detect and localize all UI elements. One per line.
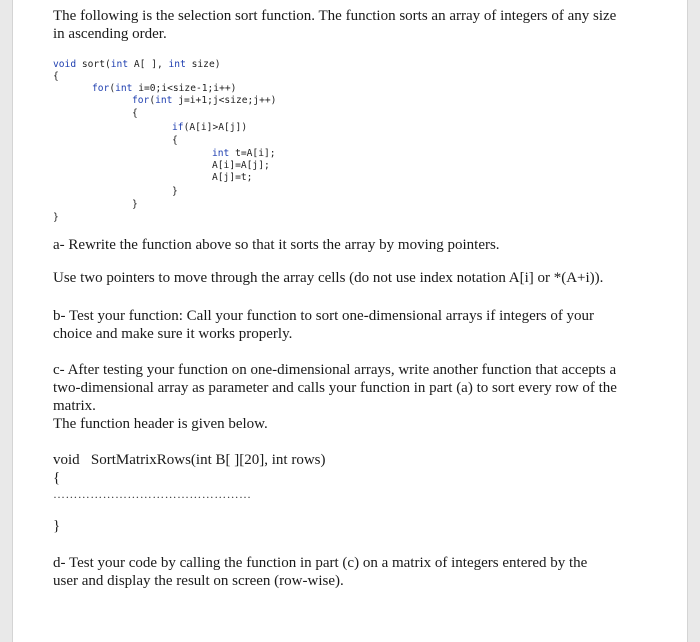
function-open-brace: { [53, 470, 61, 486]
code-close-brace-2: } [132, 199, 138, 210]
intro-line-1: The following is the selection sort function. The function sorts an array of integers of any size [53, 8, 617, 24]
part-c-line-3: matrix. [53, 398, 96, 414]
code-open-brace-1: { [53, 71, 59, 82]
function-close-brace: } [53, 518, 61, 534]
function-body-placeholder: ………………………………………… [53, 487, 252, 501]
code-inner-for: for(int j=i+1;j<size;j++) [132, 95, 277, 106]
code-open-brace-2: { [132, 108, 138, 119]
part-c-line-4: The function header is given below. [53, 416, 268, 432]
code-close-brace-1: } [53, 212, 59, 223]
part-c-line-1: c- After testing your function on one-dimensional arrays, write another function that accepts a [53, 362, 617, 378]
part-d-line-1: d- Test your code by calling the function in part (c) on a matrix of integers entered by the [53, 555, 588, 571]
part-a-line-1: a- Rewrite the function above so that it sorts the array by moving pointers. [53, 237, 500, 253]
code-signature: void sort(int A[ ], int size) [53, 59, 221, 70]
function-header: void SortMatrixRows(int B[ ][20], int rows) [53, 452, 326, 468]
part-d-line-2: user and display the result on screen (row-wise). [53, 573, 344, 589]
part-c-line-2: two-dimensional array as parameter and calls your function in part (a) to sort every row of the [53, 380, 617, 396]
code-swap-line-1: int t=A[i]; [212, 148, 276, 159]
intro-line-2: in ascending order. [53, 26, 167, 42]
code-swap-line-3: A[j]=t; [212, 172, 253, 183]
part-b-line-1: b- Test your function: Call your function to sort one-dimensional arrays if integers of your [53, 308, 595, 324]
part-a-line-2: Use two pointers to move through the array cells (do not use index notation A[i] or *(A+i)). [53, 270, 604, 286]
code-close-brace-3: } [172, 186, 178, 197]
code-swap-line-2: A[i]=A[j]; [212, 160, 270, 171]
code-if-statement: if(A[i]>A[j]) [172, 122, 248, 133]
code-outer-for: for(int i=0;i<size-1;i++) [92, 83, 237, 94]
document-page [12, 0, 688, 642]
code-open-brace-3: { [172, 135, 178, 146]
part-b-line-2: choice and make sure it works properly. [53, 326, 293, 342]
